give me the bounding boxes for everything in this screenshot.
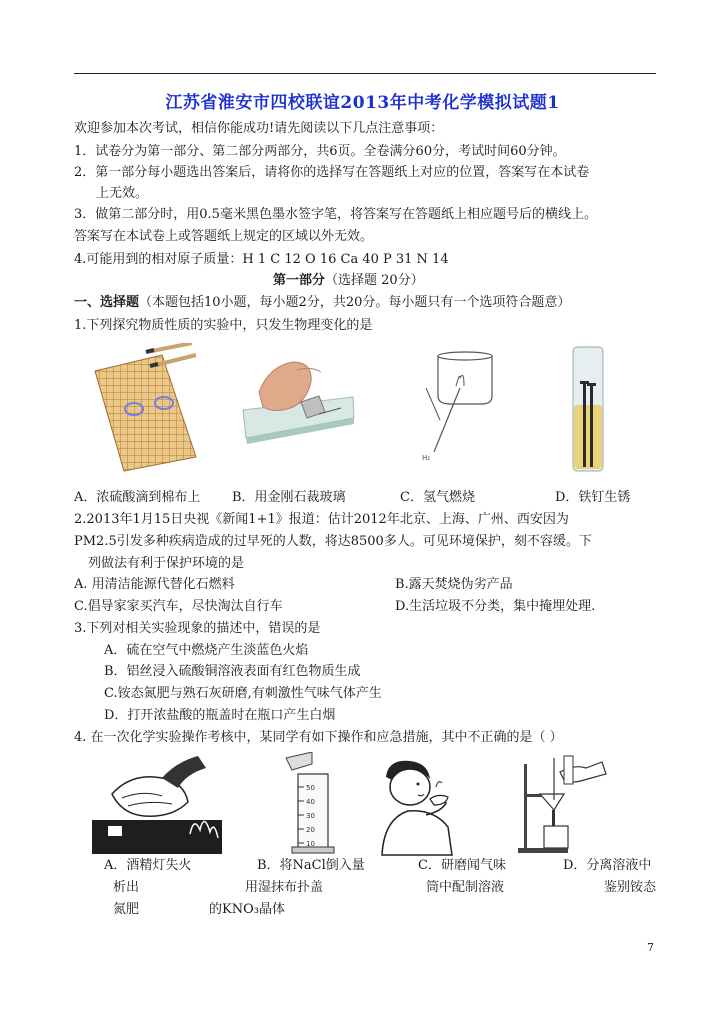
q4-caption-d2: 鉴别铵态 (604, 880, 657, 895)
intro-text: 欢迎参加本次考试，相信你能成功!请先阅读以下几点注意事项： (74, 121, 444, 136)
note-1: 1．试卷分为第一部分、第二部分两部分，共6页。全卷满分60分，考试时间60分钟。 (74, 144, 566, 159)
q4-caption-c1: C．研磨闻气味 (418, 858, 506, 873)
part1-subtitle: （选择题 20分） (325, 273, 424, 288)
note-2: 2．第一部分每小题选出答案后，请将你的选择写在答题纸上对应的位置，答案写在本试卷 (74, 165, 590, 180)
q4-caption-b1: B．将NaCl倒入量 (257, 858, 365, 873)
q2-option-b: B.露天焚烧伪劣产品 (395, 577, 513, 592)
q1-option-c: C．氢气燃烧 (400, 490, 475, 505)
note-2-cont: 上无效。 (96, 186, 149, 201)
q3-option-a: A．硫在空气中燃烧产生淡蓝色火焰 (104, 643, 309, 658)
q2-option-d: D.生活垃圾不分类，集中掩埋处理. (395, 599, 596, 614)
cyl-label-50: 50 (306, 784, 315, 792)
part1-heading (273, 272, 424, 290)
q2-option-a: A. 用清洁能源代替化石燃料 (74, 577, 235, 592)
q4-caption-a1: A．酒精灯失火 (104, 858, 192, 873)
header-rule (74, 73, 656, 74)
q2-line-1: 2.2013年1月15日央视《新闻1+1》报道：估计2012年北京、上海、广州、西安因为 (74, 512, 569, 527)
cyl-label-10: 10 (306, 840, 315, 848)
cyl-label-40: 40 (306, 798, 315, 806)
q1-figure-a-cloth (92, 343, 202, 473)
q2-option-c: C.倡导家家买汽车，尽快淘汰自行车 (74, 599, 283, 614)
q4-caption-b2: 用湿抹布扑盖 (245, 880, 324, 895)
page-title: 江苏省淮安市四校联谊2013年中考化学模拟试题1 (165, 93, 560, 113)
q3-option-c: C.铵态氮肥与熟石灰研磨,有刺激性气味气体产生 (104, 686, 382, 701)
section1-label: 一、选择题 (74, 295, 140, 310)
q4-caption-a2: 析出 (113, 880, 140, 895)
q4-caption-a3: 氮肥 (113, 902, 140, 917)
q3-option-b: B．铝丝浸入硫酸铜溶液表面有红色物质生成 (104, 664, 361, 679)
q2-line-3: 列做法有利于保护环境的是 (88, 556, 245, 571)
q4-figure-b-measuring-cylinder (282, 752, 342, 857)
cyl-label-30: 30 (306, 812, 315, 820)
section1-desc: （本题包括10小题，每小题2分，共20分。每小题只有一个选项符合题意） (139, 295, 571, 310)
q4-figure-d-filtration (514, 754, 609, 854)
section1-header (74, 294, 570, 312)
q1-figure-c-hydrogen-burning (420, 348, 500, 463)
q4-caption-b3: 的KNO₃晶体 (209, 902, 285, 917)
q1-option-a: A．浓硫酸滴到棉布上 (74, 490, 201, 505)
q4-figure-a-alcohol-fire (92, 754, 222, 854)
q4-caption-d1: D．分离溶液中 (563, 858, 652, 873)
q1-figure-b-glass-cutting (241, 352, 356, 447)
q1-stem: 1.下列探究物质性质的实验中，只发生物理变化的是 (74, 318, 373, 333)
part1-title: 第一部分 (273, 273, 326, 288)
q4-stem: 4. 在一次化学实验操作考核中，某同学有如下操作和应急措施，其中不正确的是（ ） (74, 730, 563, 745)
q4-caption-c2: 筒中配制溶液 (426, 880, 505, 895)
q3-option-d: D．打开浓盐酸的瓶盖时在瓶口产生白烟 (104, 708, 336, 723)
q2-line-2: PM2.5引发多种疾病造成的过早死的人数，将达8500多人。可见环境保护，刻不容缓。下 (74, 534, 592, 549)
page-number: 7 (647, 941, 654, 954)
q3-stem: 3.下列对相关实验现象的描述中，错误的是 (74, 621, 321, 636)
note-3: 3．做第二部分时，用0.5毫米黑色墨水签字笔，将答案写在答题纸上相应题号后的横线上。 (74, 207, 597, 222)
q1-figure-d-nail-rusting (569, 345, 607, 475)
q1-option-d: D．铁钉生锈 (555, 490, 631, 505)
h2-label: H₂ (422, 454, 431, 462)
q1-option-b: B．用金刚石裁玻璃 (232, 490, 346, 505)
note-3-cont: 答案写在本试卷上或答题纸上规定的区域以外无效。 (74, 229, 374, 244)
cyl-label-20: 20 (306, 826, 315, 834)
note-4: 4.可能用到的相对原子质量：H 1 C 12 O 16 Ca 40 P 31 N 14 (74, 252, 449, 267)
q4-figure-c-boy-smelling (372, 757, 470, 857)
